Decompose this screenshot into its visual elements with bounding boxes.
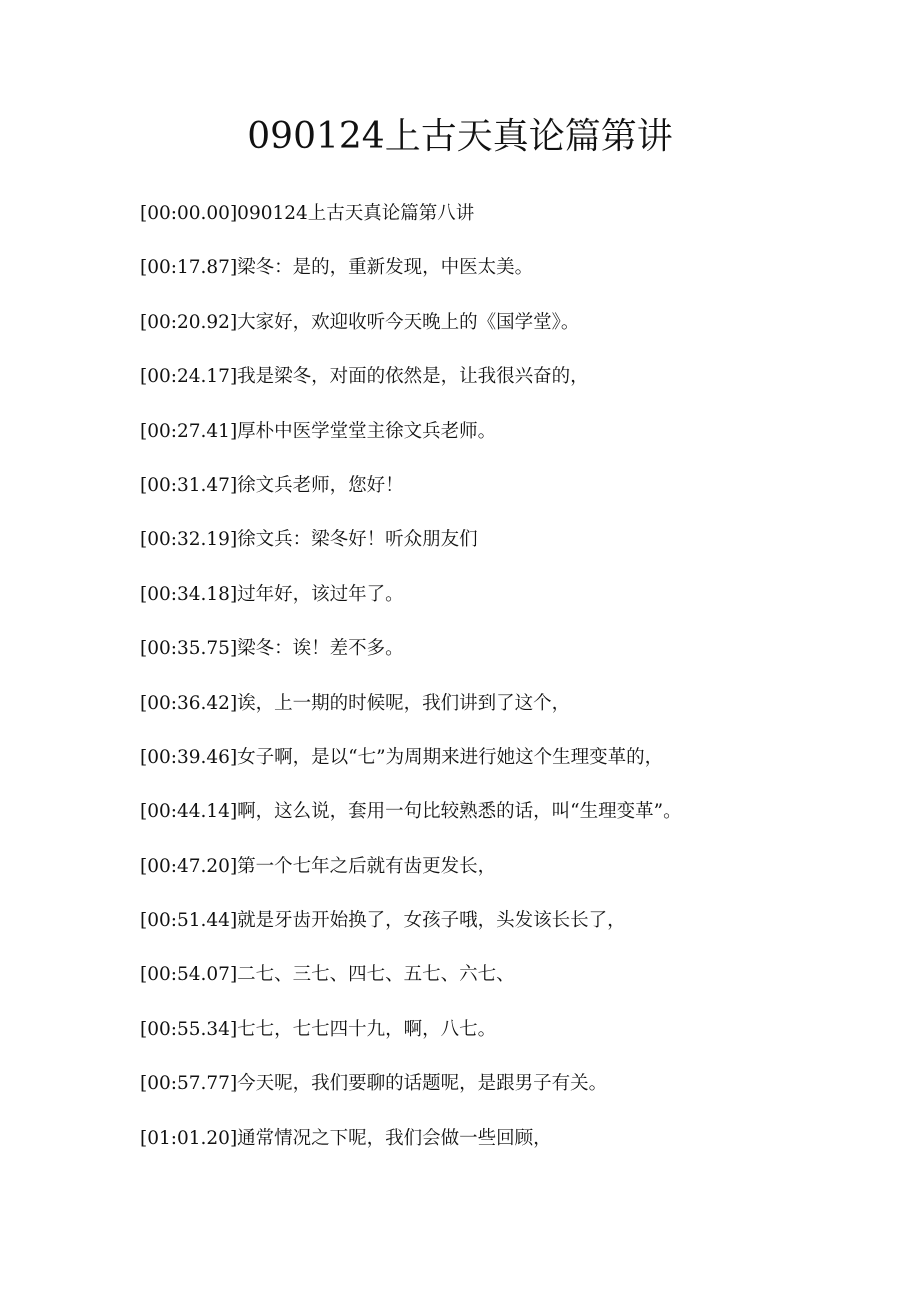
transcript-line: [00:32.19]徐文兵：梁冬好！听众朋友们: [140, 529, 478, 551]
transcript-line: [00:00.00]090124上古天真论篇第八讲: [140, 203, 475, 224]
transcript-line: [00:34.18]过年好，该过年了。: [140, 583, 404, 605]
transcript-line: [00:17.87]梁冬：是的，重新发现，中医太美。: [140, 257, 534, 279]
transcript-line: [01:01.20]通常情况之下呢，我们会做一些回顾，: [140, 1127, 552, 1149]
transcript-line: [00:39.46]女子啊，是以“七”为周期来进行她这个生理变革的，: [140, 746, 664, 768]
transcript-line: [00:55.34]七七，七七四十九，啊，八七。: [140, 1018, 497, 1040]
transcript-line: [00:57.77]今天呢，我们要聊的话题呢，是跟男子有关。: [140, 1073, 608, 1095]
transcript-line: [00:24.17]我是梁冬，对面的依然是，让我很兴奋的，: [140, 366, 589, 388]
transcript-line: [00:51.44]就是牙齿开始换了，女孩子哦，头发该长长了，: [140, 910, 626, 932]
transcript-line: [00:31.47]徐文兵老师，您好！: [140, 474, 404, 496]
transcript-line: [00:36.42]诶，上一期的时候呢，我们讲到了这个，: [140, 692, 571, 714]
transcript-line: [00:54.07]二七、三七、四七、五七、六七、: [140, 964, 515, 986]
transcript-lines: [140, 200, 840, 1179]
transcript-line: [00:44.14]啊，这么说，套用一句比较熟悉的话，叫“生理变革”。: [140, 801, 682, 823]
document-title: 090124上古天真论篇第讲: [247, 116, 673, 157]
transcript-line: [00:20.92]大家好，欢迎收听今天晚上的《国学堂》。: [140, 311, 580, 333]
transcript-line: [00:35.75]梁冬：诶！差不多。: [140, 638, 404, 660]
transcript-line: [00:27.41]厚朴中医学堂堂主徐文兵老师。: [140, 420, 497, 442]
transcript-line: [00:47.20]第一个七年之后就有齿更发长，: [140, 855, 497, 877]
